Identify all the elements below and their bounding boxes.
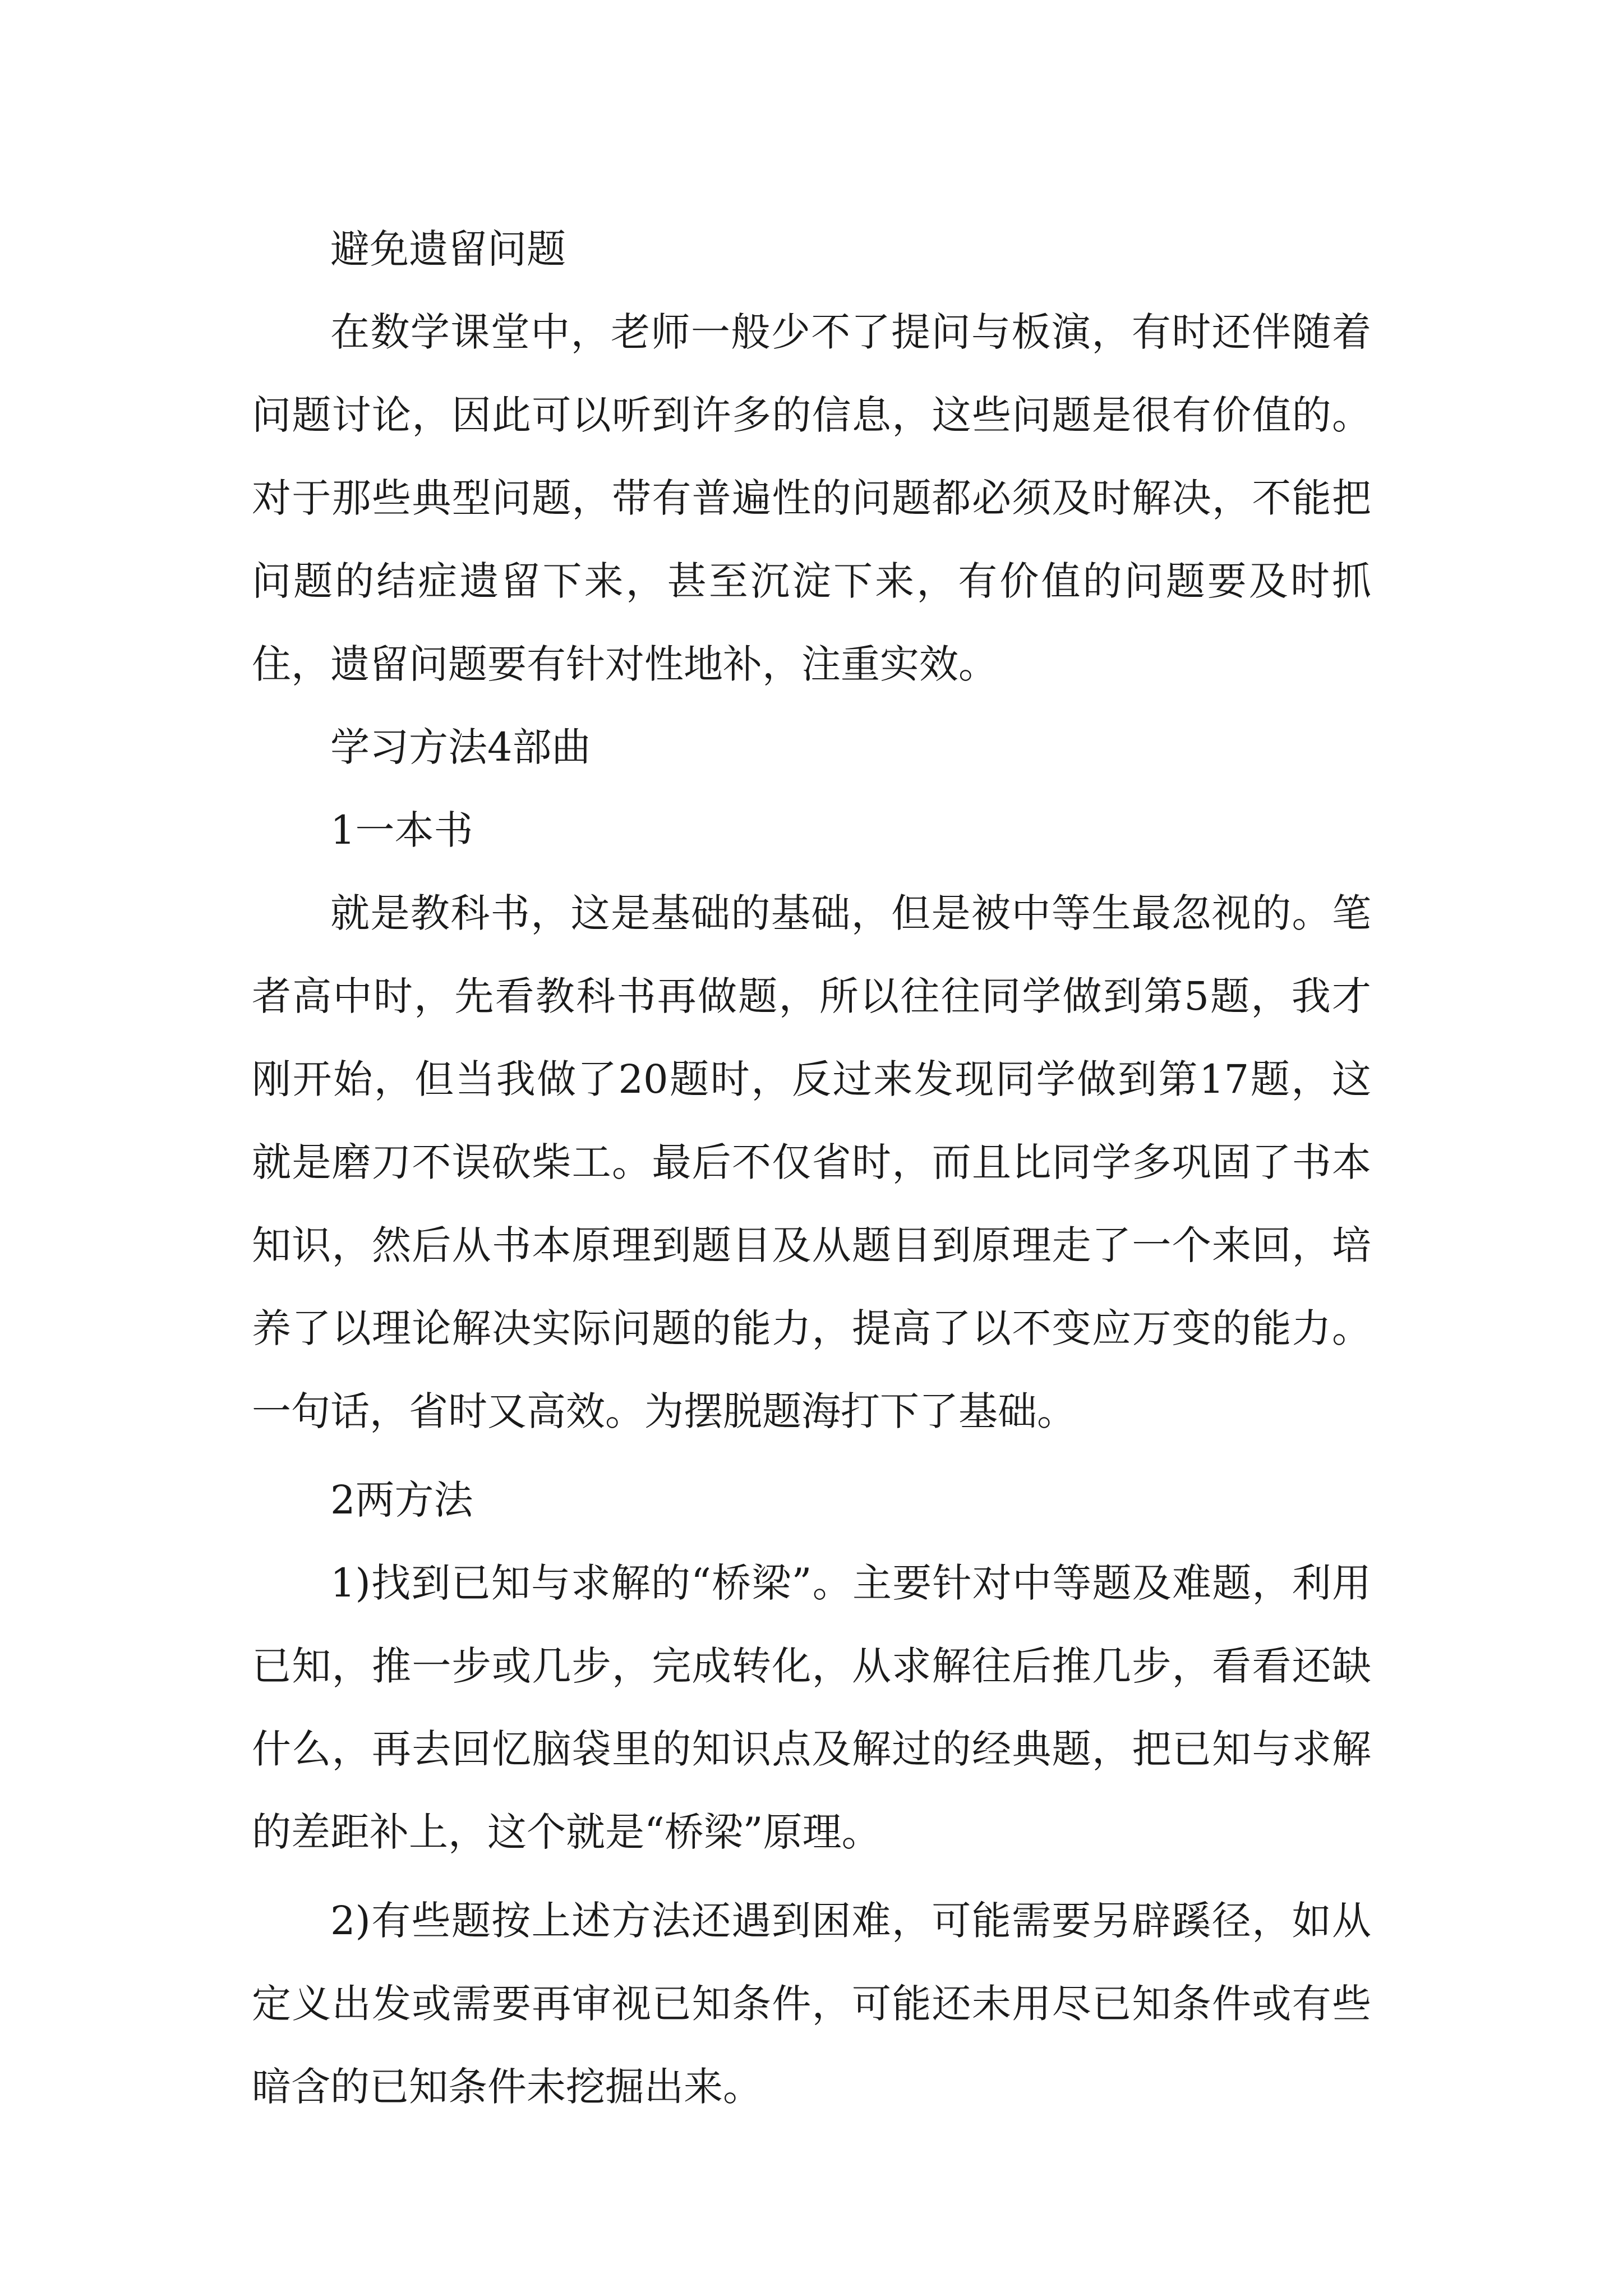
subheading-one-book: 1一本书 bbox=[330, 807, 473, 853]
section-heading-avoid-leftover-problems: 避免遗留问题 bbox=[330, 226, 566, 272]
paragraph-textbook: 就是教科书，这是基础的基础，但是被中等生最忽视的。笔者高中时，先看教科书再做题，所以往往同学做到第5题，我才刚开始，但当我做了20题时，反过来发现同学做到第17题，这就是磨刀不误砍柴工。最后不仅省时，而且比同学多巩固了书本知识，然后从书本原理到题目及从题目到原理走了一个来回，培养了以理论解决实际问题的能力，提高了以不变应万变的能力。一句话，省时又高效。为摆脱题海打下了基础。 bbox=[252, 890, 1371, 1434]
paragraph-method-alternative: 2)有些题按上述方法还遇到困难，可能需要另辟蹊径，如从定义出发或需要再审视已知条件，可能还未用尽已知条件或有些暗含的已知条件未挖掘出来。 bbox=[252, 1898, 1371, 2110]
paragraph-method-bridge: 1)找到已知与求解的“桥梁”。主要针对中等题及难题，利用已知，推一步或几步，完成转化，从求解往后推几步，看看还缺什么，再去回忆脑袋里的知识点及解过的经典题，把已知与求解的差距补上，这个就是“桥梁”原理。 bbox=[252, 1560, 1371, 1855]
paragraph-classroom-problems: 在数学课堂中，老师一般少不了提问与板演，有时还伴随着问题讨论，因此可以听到许多的信息，这些问题是很有价值的。对于那些典型问题，带有普遍性的问题都必须及时解决，不能把问题的结症遗留下来，甚至沉淀下来，有价值的问题要及时抓住，遗留问题要有针对性地补，注重实效。 bbox=[252, 309, 1371, 687]
document-body bbox=[252, 208, 1371, 2128]
section-heading-four-steps: 学习方法4部曲 bbox=[330, 724, 591, 770]
subheading-two-methods: 2两方法 bbox=[330, 1477, 473, 1523]
